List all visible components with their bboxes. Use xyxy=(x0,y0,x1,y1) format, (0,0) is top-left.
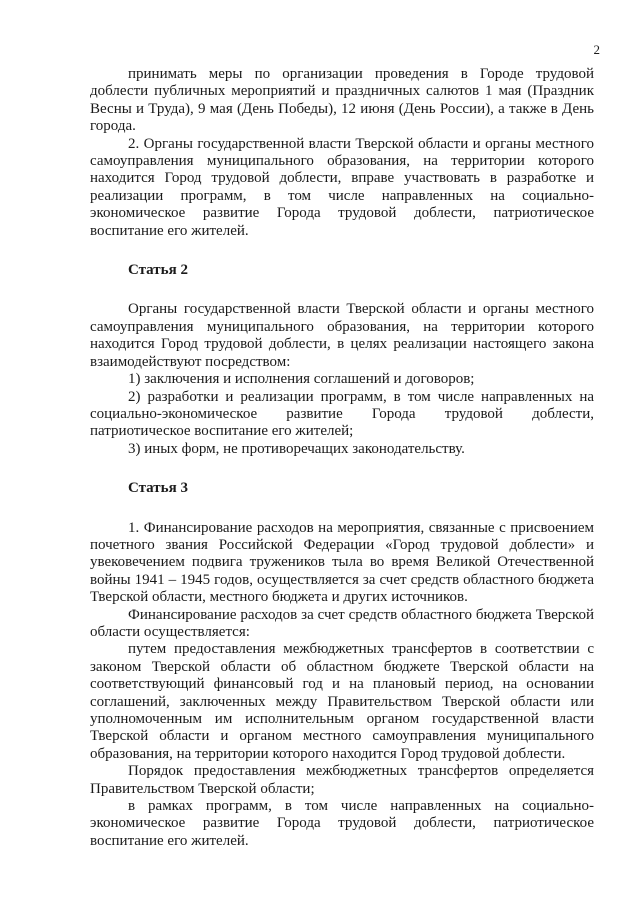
article-3-transfers: путем предоставления межбюджетных трансфертов в соответствии с законом Тверской области об областном бюджете Тверской области на соответствующий финансовый год и на плановый период, на основании соглашений, заключенных между Правительством Тверской области или уполномоченным им исполнительным органом государственной власти Тверской области и органом местного самоуправления муниципального образования, на территории которого находится Город трудовой доблести. xyxy=(90,641,594,762)
article-2-item-3: 3) иных форм, не противоречащих законодательству. xyxy=(128,440,465,457)
page-number: 2 xyxy=(593,42,600,57)
document-body xyxy=(90,66,594,850)
article-3-financing: Финансирование расходов за счет средств областного бюджета Тверской области осуществляется: xyxy=(90,606,594,640)
article-3-programs: в рамках программ, в том числе направленных на социально-экономическое развитие Города трудовой доблести, патриотическое воспитание его жителей. xyxy=(90,798,594,849)
paragraph-intro: принимать меры по организации проведения в Городе трудовой доблести публичных мероприятий и праздничных салютов 1 мая (Праздник Весны и Труда), 9 мая (День Победы), 12 июня (День России), а также в День города. xyxy=(90,66,594,135)
article-2-heading: Статья 2 xyxy=(128,262,188,279)
article-3-paragraph-1: 1. Финансирование расходов на мероприятия, связанные с присвоением почетного звания Российской Федерации «Город трудовой доблести» и увековечением подвига тружеников тыла во время Великой Отечественной войны 1941 – 1945 годов, осуществляется за счет средств областного бюджета Тверской области, местного бюджета и других источников. xyxy=(90,519,594,606)
article-2-item-2: 2) разработки и реализации программ, в том числе направленных на социально-экономическое развитие Города трудовой доблести, патриотическое воспитание его жителей; xyxy=(90,388,594,440)
article-2-item-1: 1) заключения и исполнения соглашений и договоров; xyxy=(128,371,475,388)
article-3-heading: Статья 3 xyxy=(128,480,188,497)
article-3-order: Порядок предоставления межбюджетных трансфертов определяется Правительством Тверской области; xyxy=(90,763,594,797)
article-2-intro: Органы государственной власти Тверской области и органы местного самоуправления муниципального образования, на территории которого находится Город трудовой доблести, в целях реализации настоящего закона взаимодействуют посредством: xyxy=(90,301,594,370)
paragraph-2: 2. Органы государственной власти Тверской области и органы местного самоуправления муниципального образования, на территории которого находится Город трудовой доблести, вправе участвовать в разработке и реализации программ, в том числе направленных на социально-экономическое развитие Города трудовой доблести, патриотическое воспитание его жителей. xyxy=(90,135,594,239)
